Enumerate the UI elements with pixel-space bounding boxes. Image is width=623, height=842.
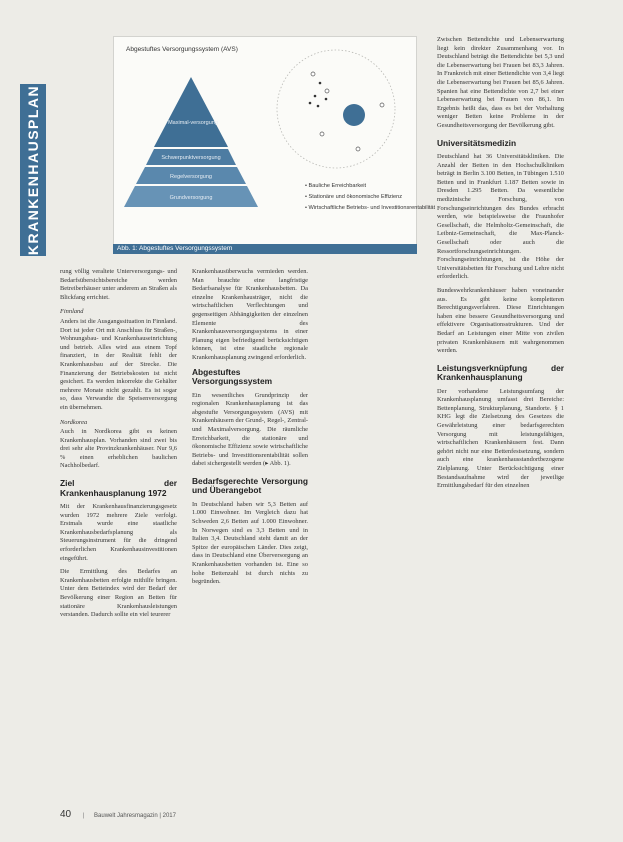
hospital-marker (356, 147, 360, 151)
hospital-dot (325, 98, 328, 101)
subheading-nordkorea: Nordkorea (60, 418, 88, 426)
avs-figure (113, 36, 436, 254)
text-column-1 (60, 268, 177, 625)
heading-uni: Universitätsmedizin (437, 137, 517, 148)
paragraph: Bundeswehrkrankenhäuser haben voneinander aus. Es gibt keine kompletteren Berechtigungsverfahren. Diese Einrichtungen haben eine bessere Gesundheitsversorgung und effektivere Organisationsstrukturen. Und der Bedarf an Leistungen einer Mitte von zivilen privaten Krankenhäusern mit wahrgenommen werden. (437, 286, 564, 355)
page-footer (60, 809, 290, 821)
hospital-marker (311, 72, 315, 76)
footer-separator: | (82, 813, 85, 819)
paragraph: Krankenhausüberwuchs vermieden werden. Man brauchte eine langfristige Bedarfsanalyse für Krankenhausbetten. Da einzelne Krankenhausträger, nicht die wirtschaftlichen Verflechtungen und gegenseitigen Abhängigkeiten der einzelnen Elemente des Krankenhausversorgungssystems in einer Planung eigen befriedigend berücksichtigen können, ist eine staatliche regionale Krankenhausplanung zwingend erforderlich. (192, 268, 308, 361)
paragraph: Deutschland hat 36 Universitätskliniken. Die Anzahl der Betten in den Hochschulkliniken beträgt in Berlin 3.100 Betten, in Tübingen 1.510 Betten und in Frankfurt 1.187 Betten sowie in Dresden 1.295 Betten. Da wesentliche medizinische Forschung, von Forschungseinrichtungen des Bundes erbracht werden, wie beispielsweise die Fraunhofer Gesellschaft, die Helmholtz-Gemeinschaft, die Leibniz-Gemeinschaft, die Max-Planck-Gesellschaft oder auch die Ressortforschungseinrichtungen. Forschungseinrichtungen, ist die Höhe der Universitätsbetten für Forschung und Lehre nicht erforderlich. (437, 153, 564, 281)
paragraph: Der vorhandene Leistungsumfang der Krankenhausplanung umfasst drei Bereiche: Bettenplanung, Strukturplanung, Standorte. § 1 KHG legt die Zielsetzung des Gesetzes die Gewährleistung einer bedarfsgerechten Versorgung mit leistungsfähigen, wirtschaftlichen Krankenhäusern fest. Dann gehört nicht nur eine Bettenfestsetzung, sondern auch eine krankenhausstandortbezogene Zielplanung. Unter Berücksichtigung einer Bestandsaufnahme wird der jeweilige Ermittlungsbedarf für den einzelnen (437, 387, 564, 490)
section-tab (20, 84, 46, 256)
text-column-3 (437, 36, 564, 496)
hospital-marker (325, 89, 329, 93)
figure-title: Abgestuftes Versorgungssystem (AVS) (126, 46, 238, 53)
paragraph: Die Ermittlung des Bedarfes an Krankenhausbetten erfolgte mithilfe bringen. Unter dem Betteindex wird der Bedarf der Bevölkerung einer Region an Betten für stationäre Krankenhausleistungen verstanden. Dadurch sollte ein viel teurerer (60, 568, 177, 619)
subheading-finnland: Finnland (60, 308, 84, 316)
heading-leistung: Leistungsverknüpfung der Krankenhausplanung (437, 362, 564, 383)
pyramid-label-1: Maximal-versorgung (168, 120, 218, 126)
hospital-marker (320, 132, 324, 136)
legend-item-3: • Wirtschaftliche Betriebs- und Investitionsrentabilität (305, 205, 436, 211)
footer-source: Bauwelt Jahresmagazin | 2017 (94, 813, 176, 819)
pyramid (124, 77, 258, 207)
pyramid-label-2: Schwerpunktversorgung (161, 155, 221, 161)
hospital-dot (314, 95, 317, 98)
legend-item-1: • Bauliche Erreichbarkeit (305, 183, 367, 189)
heading-bedarf: Bedarfsgerechte Versorgung und Überangebot (192, 475, 308, 496)
maximal-hospital-marker (343, 104, 365, 126)
hospital-dot (317, 105, 320, 108)
coverage-circle (277, 50, 395, 168)
legend-item-2: • Stationäre und ökonomische Effizienz (305, 194, 403, 200)
hospital-dot (309, 102, 312, 105)
text-column-2 (192, 268, 308, 592)
pyramid-level-maximal (154, 77, 228, 147)
section-tab-label: KRANKENHAUSPLAN (25, 84, 41, 256)
paragraph: Auch in Nordkorea gibt es keinen Krankenhausplan. Vorhanden sind zwei bis drei sehr alte Provinzkrankenhäuser. Nur 9,6 % einen erheblichen baulichen Nachholbedarf. (60, 428, 177, 470)
figure-caption: Abb. 1: Abgestuftes Versorgungssystem (113, 244, 417, 254)
pyramid-label-3: Regelversorgung (170, 174, 212, 180)
avs-diagram (114, 37, 436, 253)
hospital-dot (319, 82, 322, 85)
pyramid-label-4: Grundversorgung (169, 195, 213, 201)
paragraph: Ein wesentliches Grundprinzip der regionalen Krankenhausplanung ist das abgestufte Versorgungssystem (AVS) mit Krankenhäusern der Grund-, Regel-, Zentral- und Maximalversorgung. Die räumliche Erreichbarkeit, die stationäre und ökonomische Effizienz sowie wirtschaftliche Betriebs- und Investitionsrentabilität sollen dabei sichergestellt werden (▸ Abb. 1). (192, 391, 308, 468)
figure-legend (305, 183, 435, 211)
paragraph: Zwischen Bettendichte und Lebenserwartung liegt kein direkter Zusammenhang vor. In Deutschland beträgt die Bettendichte bei 5,3 und die Lebenserwartung bei Frauen bei 83,3 Jahren. In Frankreich mit einer Bettendichte von 3,4 liegt die Lebenserwartung bei Frauen bei 85,6 Jahren. Spanien hat eine Bettendichte von 2,7 bei einer Lebenserwartung bei Frauen von 86,1. Im Ergebnis heißt das, dass es bei der Vorhaltung weniger Betten keine Probleme in der Gesundheitsversorgung der Bevölkerung gibt. (437, 36, 564, 129)
page-number: 40 (60, 809, 72, 820)
hospital-marker (380, 103, 384, 107)
heading-ziel: Ziel der Krankenhausplanung 1972 (60, 478, 177, 498)
paragraph: Anders ist die Ausgangssituation in Finnland. Dort ist jeder Ort mit Anschluss für Straßen-, Wohnungsbau- und Krankenhauseinrichtung und betrieb. Alles wird aus einem Topf finanziert, in der Realität fehlt der Krankenhausbau auf der Strecke. Die Finanzierung der Betriebskosten ist nicht gesichert. Es werden inkorrekte die Gehälter mehrere Monate nicht gezahlt. Es ist sogar so, dass Verwandte die Speisenversorgung ein übernehmen. (60, 317, 177, 411)
heading-avs: Abgestuftes Versorgungssystem (192, 366, 273, 387)
paragraph: Mit der Krankenhausfinanzierungsgesetz wurden 1972 mehrere Ziele verfolgt. Erstmals wurde eine staatliche Krankenhausbedarfsplanung als Steuerungsinstrument für die dringend erforderlichen Krankenhausinvestitionen eingeführt. (60, 503, 177, 562)
paragraph: In Deutschland haben wir 5,3 Betten auf 1.000 Einwohner. Im Vergleich dazu hat Schweden 2,6 Betten auf 1.000 Einwohner. In Norwegen sind es 3,3 Betten und in Italien 3,4. Deutschland steht damit an der Spitze der europäischen Länder. Dies zeigt, dass in Deutschland eine Überversorgung an Krankenhausbetten vorhanden ist. Eine so hohe Bettenzahl ist durch nichts zu begründen. (192, 500, 308, 586)
paragraph: rung völlig veraltete Unterversorgungs- und Bedarfsübersichtsbereiche werden Betreiberhäuser unter anderem an Straßen als Blickfang errichtet. (60, 268, 177, 301)
region-outline (277, 50, 395, 168)
